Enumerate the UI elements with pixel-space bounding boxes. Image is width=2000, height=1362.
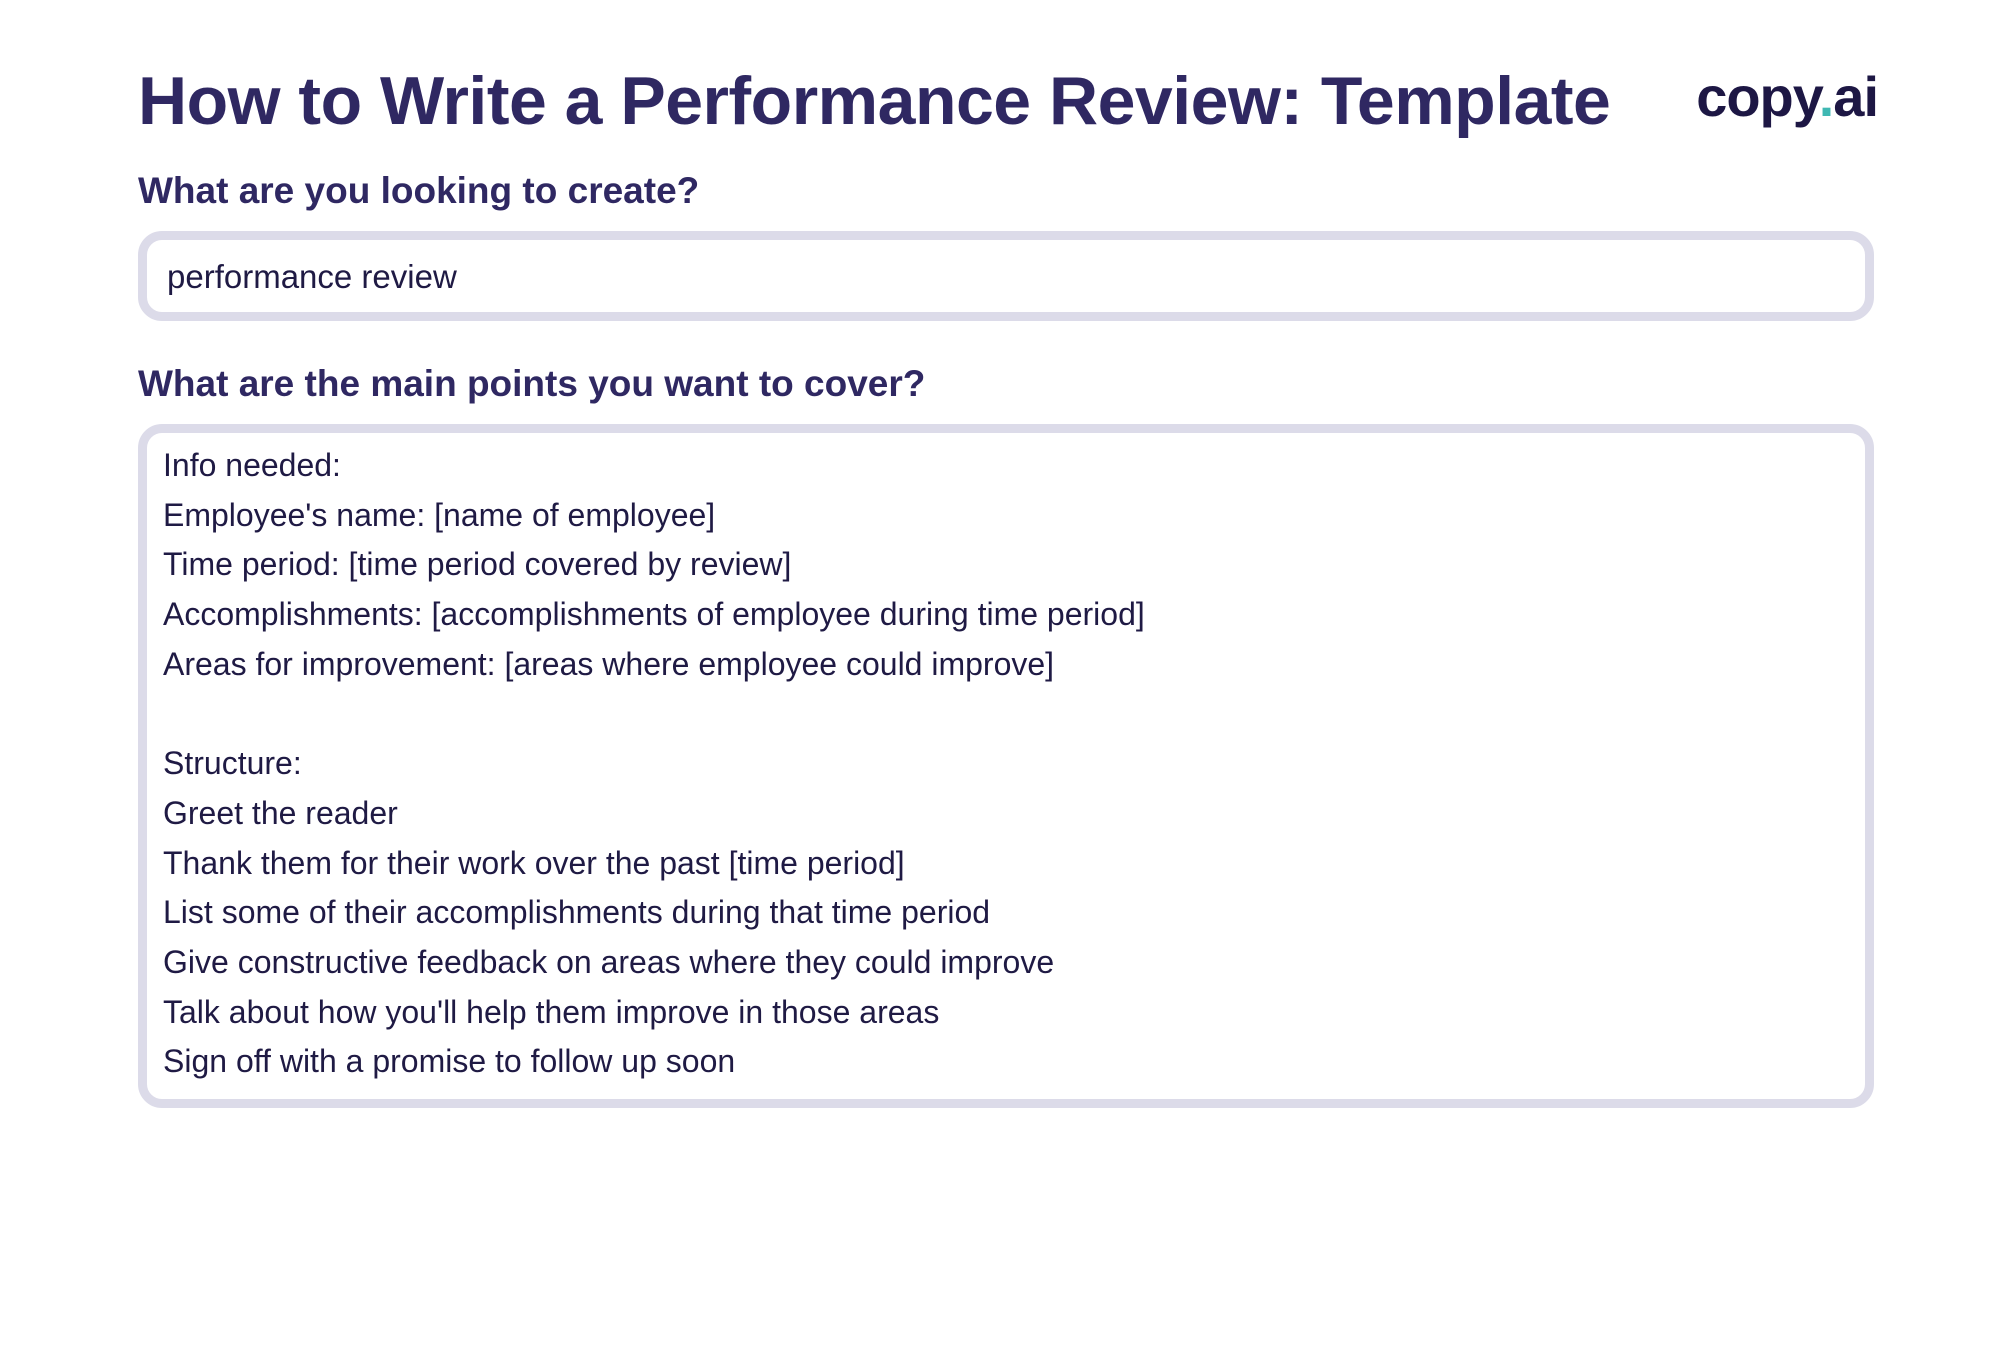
main-points-line: Sign off with a promise to follow up soon [163, 1043, 736, 1080]
main-points-line: Give constructive feedback on areas where they could improve [163, 943, 1055, 980]
main-points-line: Employee's name: [name of employee] [163, 496, 716, 533]
main-points-line [163, 689, 1145, 739]
logo-text-main: copy [1696, 65, 1819, 128]
logo-dot: . [1818, 65, 1834, 128]
main-points-line: Areas for improvement: [areas where employee could improve] [163, 645, 1055, 682]
main-points-line: Greet the reader [163, 794, 398, 831]
create-input[interactable] [138, 231, 1874, 321]
main-points-label: What are the main points you want to cover? [138, 363, 926, 404]
page-title: How to Write a Performance Review: Template [138, 63, 1611, 139]
create-field-label: What are you looking to create? [138, 170, 700, 211]
main-points-line: Time period: [time period covered by review] [163, 546, 792, 583]
main-points-textarea[interactable] [138, 424, 1874, 1108]
main-points-lines [163, 441, 1145, 1087]
main-points-line: List some of their accomplishments during that time period [163, 894, 991, 931]
copy-ai-logo [1696, 64, 1878, 129]
main-points-line: Info needed: [163, 447, 341, 483]
main-points-line: Thank them for their work over the past [time period] [163, 844, 905, 881]
main-points-line: Talk about how you'll help them improve in those areas [163, 993, 940, 1030]
main-points-line: Accomplishments: [accomplishments of employee during time period] [163, 596, 1145, 633]
main-points-line: Structure: [163, 745, 302, 782]
logo-text-end: ai [1833, 65, 1878, 128]
create-input-value: performance review [167, 258, 457, 295]
